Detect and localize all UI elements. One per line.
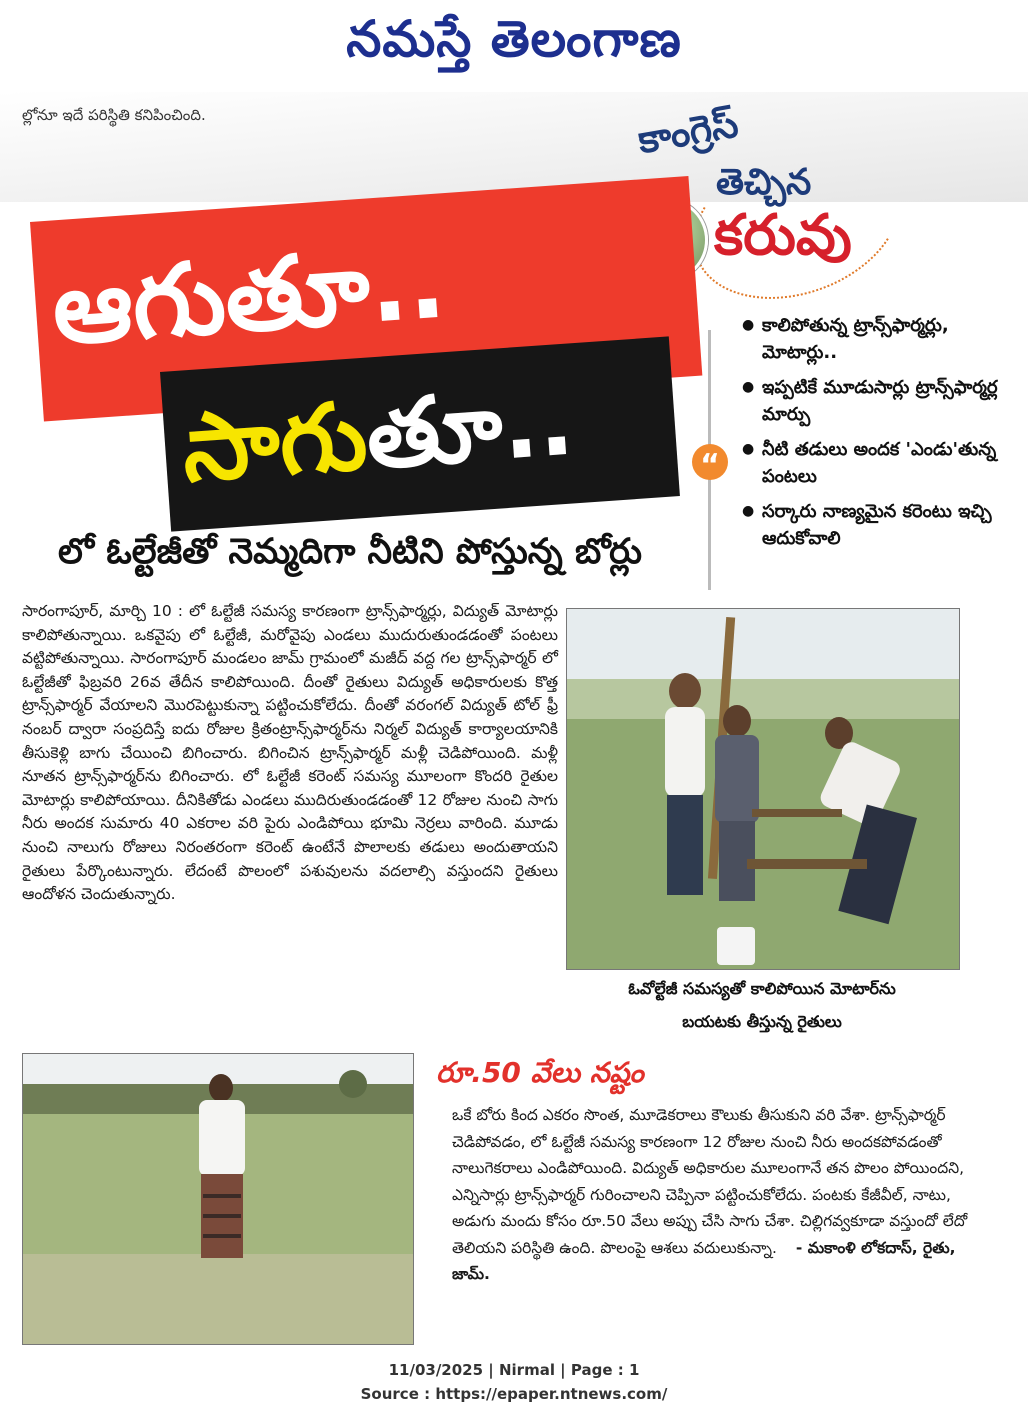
- sidebar-signature: - మకాంళి లోకదాస్, రైతు, జామ్.: [452, 1238, 956, 1283]
- photo-farmers-removing-motor: [566, 608, 960, 970]
- footer-edition-line: 11/03/2025 | Nirmal | Page : 1: [388, 1361, 640, 1379]
- subheadline: లో ఓల్టేజీతో నెమ్మదిగా నీటిని పోస్తున్న బోర్లు: [58, 532, 643, 572]
- sidebar-title: రూ.50 వేలు నష్టం: [436, 1056, 644, 1089]
- article-body: సారంగాపూర్, మార్చి 10 : లో ఓల్టేజీ సమస్య కారణంగా ట్రాన్స్‌ఫార్మర్లు, విద్యుత్ మోటార్లు కాలిపోతున్నాయి. ఒకవైపు లో ఓల్టేజీ, మరోవైపు ఎండలు ముదురుతుండడంతో పంటలు వట్టిపోతున్నాయి. సారంగాపూర్ మండలం జామ్ గ్రామంలో మజీద్ వద్ద గల ట్రాన్స్‌ఫార్మర్ లో ఓల్టేజీతో ఫిబ్రవరి 26వ తేదీన కాలిపోయింది. దీంతో రైతులు విద్యుత్ అధికారులకు కొత్త ట్రాన్స్‌ఫార్మర్ వేయాలని మొరపెట్టుకున్నా పట్టించుకోలేదు. దీంతో వరంగల్ విద్యుత్ టోల్ ఫ్రీ నంబర్ ద్వారా సంప్రదిస్తే ఐదు రోజుల క్రితంట్రాన్స్‌ఫార్మర్‌ను నిర్మల్ విద్యుత్ కార్యాలయానికి తీసుకెళ్లి బాగు చేయించి బిగించారు. బిగించిన ట్రాన్స్‌ఫార్మర్ మళ్లీ చెడిపోయింది. మళ్లీ నూతన ట్రాన్స్‌ఫార్మర్‌ను బిగించారు. లో ఓల్టేజీ కరెంట్ సమస్య మూలంగా కొందరి రైతుల మోటార్లు కాలిపోయాయి. దీనికితోడు ఎండలు ముదిరుతుండడంతో 12 రోజుల నుంచి సాగు నీరు అందక సుమారు 40 ఎకరాల వరి పైరు ఎండిపోయి భూమి నెర్రలు వారింది. మూడు నుంచి నాలుగు రోజులు నిరంతరంగా కరెంట్ ఉంటేనే పొలాలకు తడులు అందుతాయని రైతులు పేర్కొంటున్నారు. లేదంటే పొలంలో పశువులను వదలాల్సి వస్తుందని రైతులు ఆందోళన చెందుతున్నారు.: [22, 602, 558, 904]
- sidebar-quote: [452, 1102, 992, 1288]
- headline-line2-rest: తూ..: [362, 367, 578, 491]
- headline-line1: ఆగుతూ..: [48, 223, 450, 368]
- photo1-caption-line2: బయటకు తీస్తున్న రైతులు: [682, 1012, 842, 1031]
- series-logo-line3: కరువు: [714, 203, 852, 268]
- previous-article-tail: ల్లోనూ ఇదే పరిస్థితి కనిపించింది.: [22, 106, 206, 124]
- photo1-caption-line1: ఓవోల్టేజీ సమస్యతో కాలిపోయిన మోటార్‌ను: [628, 979, 896, 998]
- photo1-caption: [566, 972, 958, 1038]
- sidebar-quote-text: ఒకే బోరు కింద ఎకరం సొంత, మూడెకరాలు కౌలుకు తీసుకుని వరి వేశా. ట్రాన్స్‌ఫార్మర్ చెడిపోవడం, లో ఓల్టేజీ సమస్య కారణంగా 12 రోజుల నుంచి నీరు అందకపోవడంతో నాలుగెకరాలు ఎండిపోయింది. విద్యుత్ అధికారుల మూలంగానే తన పొలం పోయిందని, ఎన్నిసార్లు ట్రాన్స్‌ఫార్మర్ గురించాలని చెప్పినా పట్టించుకోలేదు. పంటకు కేజీవీల్, నాటు, అడుగు మందు కోసం రూ.50 వేలు అప్పు చేసి సాగు చేశా. చిల్లిగవ్వకూడా వస్తుందో లేదో తెలియని పరిస్థితి ఉంది. పొలంపై ఆశలు వదులుకున్నా.: [452, 1106, 968, 1257]
- newspaper-masthead: నమస్తే తెలంగాణ: [346, 9, 682, 68]
- headline-line2: [178, 353, 578, 520]
- bullet-item: ● నీటి తడులు అందక 'ఎండు'తున్న పంటలు: [742, 436, 1012, 490]
- footer-source-line: Source : https://epaper.ntnews.com/: [360, 1385, 668, 1403]
- series-logo-line1: కాంగ్రెస్: [634, 101, 742, 163]
- series-logo-line2: తెచ్చిన: [716, 162, 812, 203]
- page-footer: [0, 1358, 1028, 1406]
- bullet-item: ● సర్కారు నాణ్యమైన కరెంటు ఇచ్చి ఆదుకోవాలి: [742, 498, 1012, 552]
- highlight-bullets: [742, 312, 1012, 560]
- photo2-illustration: [23, 1054, 413, 1344]
- bullet-item: ● ఇప్పటికే మూడుసార్లు ట్రాన్స్‌ఫార్మర్ల మార్పు: [742, 374, 1012, 428]
- photo1-illustration: [567, 609, 959, 969]
- photo-farmer-in-dry-field: [22, 1053, 414, 1345]
- quote-icon: “: [692, 444, 728, 480]
- bullet-item: ● కాలిపోతున్న ట్రాన్స్‌ఫార్మర్లు, మోటార్లు..: [742, 312, 1012, 366]
- headline-line2-highlight: సాగు: [179, 382, 371, 504]
